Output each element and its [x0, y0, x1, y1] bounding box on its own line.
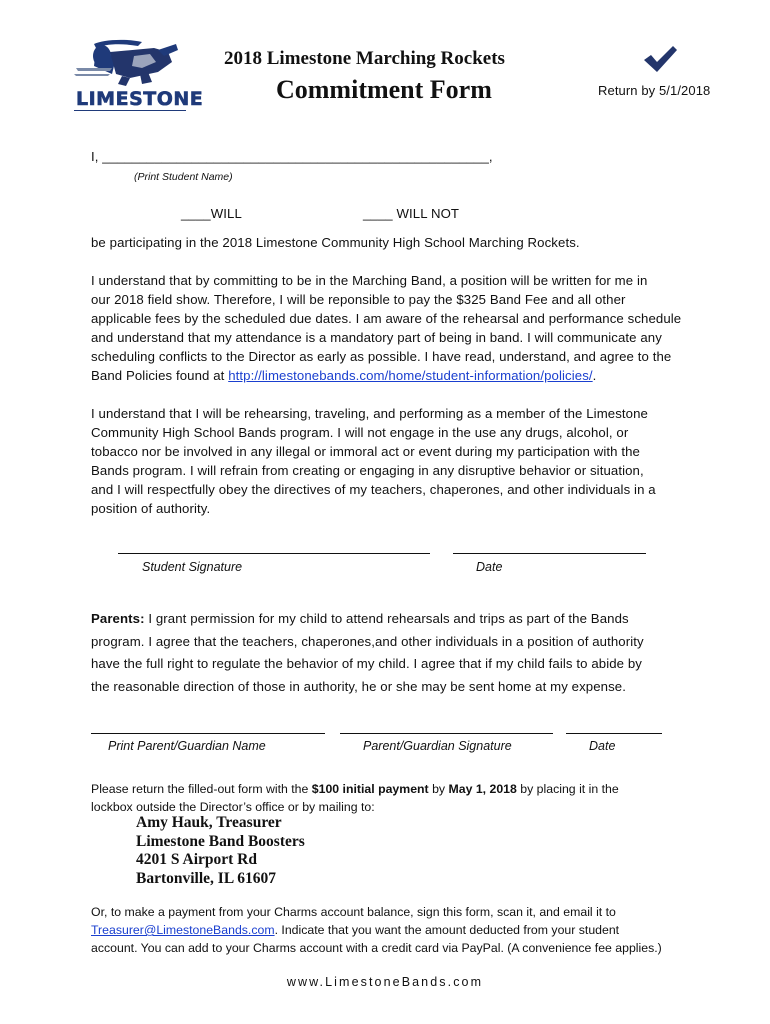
student-date-label: Date [476, 560, 503, 574]
footer-website[interactable]: www.LimestoneBands.com [286, 975, 484, 989]
commitment-paragraph [91, 271, 701, 385]
student-signature-label: Student Signature [142, 560, 243, 574]
paragraph-line: position of authority. [91, 501, 211, 516]
limestone-logo [72, 38, 204, 114]
logo-text: LIMESTONE [76, 88, 204, 110]
paragraph-line: and understand that my attendance is a mandatory part of being in band. I will communicate any [91, 330, 662, 345]
return-by-date: Return by 5/1/2018 [598, 83, 711, 98]
mailing-address [136, 814, 305, 888]
student-date-line[interactable] [453, 553, 646, 554]
parents-paragraph [91, 608, 701, 698]
paragraph-line: have the full right to regulate the behavior of my child. I agree that if my child fails to abide by [91, 656, 642, 671]
initial-payment-amount: $100 initial payment [311, 782, 429, 796]
address-line: Limestone Band Boosters [136, 832, 305, 850]
parent-signature-label: Parent/Guardian Signature [363, 739, 512, 753]
paragraph-line: Bands program. I will refrain from creating or engaging in any disruptive behavior or situation, [91, 463, 644, 478]
checkmark-icon [642, 44, 678, 74]
return-instructions [91, 780, 619, 816]
treasurer-email-link[interactable]: Treasurer@LimestoneBands.com [91, 923, 275, 937]
charms-instructions [91, 903, 662, 957]
paragraph-line: program. I agree that the teachers, chaperones,and other individuals in a position of authority [91, 633, 644, 649]
paragraph-line: tobacco nor be involved in any illegal or immoral act or event during my participation with the [91, 444, 640, 459]
paragraph-line: Parents: I grant permission for my child to attend rehearsals and trips as part of the Bands [91, 611, 629, 626]
parent-name-line[interactable] [91, 733, 325, 734]
paragraph-line: Please return the filled-out form with the $100 initial payment by May 1, 2018 by placing it in the [91, 782, 619, 796]
band-policies-link[interactable]: http://limestonebands.com/home/student-information/policies/ [228, 368, 593, 383]
paragraph-line: the reasonable direction of those in authority, he or she may be sent home at my expense. [91, 678, 626, 694]
paragraph-line: scheduling conflicts to the Director as early as possible. I have read, understand, and agree to the [91, 349, 672, 364]
paragraph-line: lockbox outside the Director’s office or by mailing to: [91, 800, 375, 814]
will-not-option[interactable]: ____ WILL NOT [363, 206, 460, 221]
parent-name-label: Print Parent/Guardian Name [108, 739, 266, 753]
paragraph-line: and I will respectfully obey the directives of my teachers, chaperones, and other individuals in a [91, 482, 656, 497]
student-name-line[interactable] [91, 147, 493, 166]
participation-statement: be participating in the 2018 Limestone Community High School Marching Rockets. [91, 235, 580, 250]
address-line: Bartonville, IL 61607 [136, 869, 276, 887]
payment-due-date: May 1, 2018 [448, 782, 517, 796]
conduct-paragraph [91, 404, 701, 518]
student-name-blank[interactable]: ____________________________________________________, [102, 149, 493, 164]
student-signature-line[interactable] [118, 553, 430, 554]
paragraph-line: Or, to make a payment from your Charms account balance, sign this form, scan it, and email it to [91, 905, 616, 919]
address-line: Amy Hauk, Treasurer [136, 814, 282, 831]
paragraph-line: Community High School Bands program. I will not engage in the use any drugs, alcohol, or [91, 425, 629, 440]
form-title-line1: 2018 Limestone Marching Rockets [224, 48, 505, 69]
paragraph-line: I understand that I will be rehearsing, traveling, and performing as a member of the Limestone [91, 406, 648, 421]
parent-date-line[interactable] [566, 733, 662, 734]
paragraph-line: I understand that by committing to be in the Marching Band, a position will be written for me in [91, 273, 648, 288]
paragraph-line: our 2018 field show. Therefore, I will be reponsible to pay the $325 Band Fee and all other [91, 292, 626, 307]
paragraph-line: Band Policies found at http://limestonebands.com/home/student-information/policies/. [91, 368, 597, 383]
paragraph-line: account. You can add to your Charms account with a credit card via PayPal. (A convenience fee applies.) [91, 941, 662, 955]
address-line: 4201 S Airport Rd [136, 851, 257, 868]
parent-date-label: Date [589, 739, 616, 753]
parent-signature-line[interactable] [340, 733, 553, 734]
form-title-line2: Commitment Form [276, 75, 492, 104]
parents-lead: Parents: [91, 611, 145, 626]
will-option[interactable]: ____WILL [181, 206, 242, 221]
student-name-prefix: I, [91, 149, 103, 164]
print-student-name-caption: (Print Student Name) [134, 171, 233, 183]
paragraph-line: Treasurer@LimestoneBands.com. Indicate that you want the amount deducted from your student [91, 923, 620, 937]
paragraph-line: applicable fees by the scheduled due dates. I am aware of the rehearsal and performance schedule [91, 311, 682, 326]
